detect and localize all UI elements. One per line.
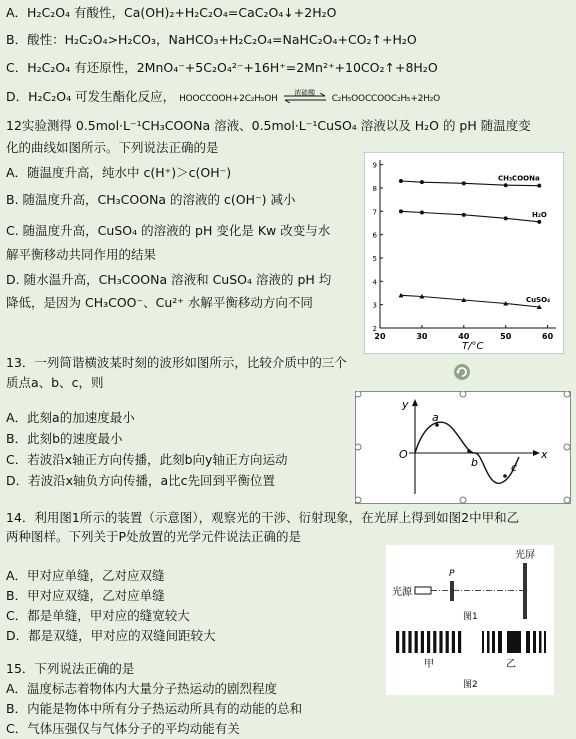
jia-fringe-10 bbox=[458, 631, 461, 653]
q12-option-d-line2: 降低，是因为 CH₃COO⁻、Cu²⁺ 水解平衡移动方向不同 bbox=[6, 295, 313, 310]
wave-y-label: y bbox=[402, 398, 409, 411]
series-0-point-1 bbox=[420, 180, 424, 184]
q11-option-c: C．H₂C₂O₄ 有还原性，2MnO₄⁻+5C₂O₄²⁻+16H⁺=2Mn²⁺+10CO₂↑+8H₂O bbox=[6, 60, 438, 75]
x-tick-label-3: 50 bbox=[500, 332, 512, 341]
series-0-point-3 bbox=[504, 183, 508, 187]
light-screen bbox=[523, 563, 527, 619]
jia-fringe-6 bbox=[433, 631, 436, 653]
y-tick-label-0: 2 bbox=[372, 325, 377, 333]
q12-option-c-line2: 解平衡移动共同作用的结果 bbox=[6, 247, 157, 262]
screen-label: 光屏 bbox=[515, 550, 535, 561]
jia-fringe-8 bbox=[446, 631, 449, 653]
q12-option-d-line1: D. 随水温升高，CH₃COONa 溶液和 CuSO₄ 溶液的 pH 均 bbox=[6, 272, 332, 287]
yi-fringe-8 bbox=[544, 631, 546, 653]
figure-1-caption: 图1 bbox=[463, 612, 478, 622]
jia-fringe-1 bbox=[402, 631, 405, 653]
series-label-1: H₂O bbox=[532, 210, 547, 219]
jia-fringe-7 bbox=[439, 631, 442, 653]
q11-reversible-arrow bbox=[282, 88, 328, 103]
q14-stem-line1: 14．利用图1所示的装置（示意图），观察光的干涉、衍射现象，在光屏上得到如图2中甲和乙 bbox=[6, 510, 520, 525]
jia-fringe-9 bbox=[452, 631, 455, 653]
yi-fringe-4 bbox=[507, 631, 521, 653]
optics-figure bbox=[386, 545, 554, 695]
q12-option-b: B. 随温度升高，CH₃COONa 的溶液的 c(OH⁻) 减小 bbox=[6, 192, 296, 207]
q15-option-a: A．温度标志着物体内大量分子热运动的剧烈程度 bbox=[6, 681, 278, 696]
q13-option-c: C．若波沿x轴正方向传播，此刻b向y轴正方向运动 bbox=[6, 452, 288, 467]
x-tick-label-4: 60 bbox=[542, 332, 554, 341]
wave-label-c: c bbox=[511, 461, 518, 474]
q13-stem-line1: 13．一列简谐横波某时刻的波形如图所示，比较介质中的三个 bbox=[6, 355, 347, 370]
yi-fringe-2 bbox=[492, 631, 495, 653]
element-p-label: P bbox=[449, 569, 455, 579]
y-tick-label-7: 9 bbox=[372, 161, 377, 170]
series-1-point-0 bbox=[399, 209, 403, 213]
wave-label-a: a bbox=[432, 411, 439, 424]
q13-option-a: A．此刻a的加速度最小 bbox=[6, 410, 135, 425]
q11-option-d-prefix: D．H₂C₂O₄ 可发生酯化反应， bbox=[6, 89, 176, 104]
chart-x-label: T/°C bbox=[462, 341, 484, 352]
q11-option-a: A．H₂C₂O₄ 有酸性，Ca(OH)₂+H₂C₂O₄=CaC₂O₄↓+2H₂O bbox=[6, 5, 337, 20]
wave-x-label: x bbox=[541, 448, 548, 461]
point-c bbox=[503, 474, 507, 478]
wave-origin-label: O bbox=[399, 448, 408, 461]
q12-stem-line1: 12实验测得 0.5mol·L⁻¹CH₃COONa 溶液、0.5mol·L⁻¹CuSO₄ 溶液以及 H₂O 的 pH 随温度变 bbox=[6, 118, 531, 133]
y-tick-label-5: 7 bbox=[372, 208, 377, 217]
y-tick-label-6: 8 bbox=[372, 185, 377, 193]
x-tick-label-0: 20 bbox=[374, 332, 386, 341]
yi-fringe-6 bbox=[533, 631, 536, 653]
series-label-0: CH₃COONa bbox=[498, 174, 540, 183]
pattern-jia-label: 甲 bbox=[424, 659, 434, 670]
jia-fringe-2 bbox=[408, 631, 411, 653]
wave-label-b: b bbox=[471, 456, 478, 469]
series-1-point-1 bbox=[420, 211, 424, 215]
q14-stem-line2: 两种图样。下列关于P处放置的光学元件说法正确的是 bbox=[6, 529, 302, 544]
q11-option-d-left: HOOCCOOH+2C₂H₅OH bbox=[179, 94, 278, 104]
light-source-box bbox=[415, 587, 431, 594]
series-1-point-2 bbox=[462, 213, 466, 217]
q15-stem: 15．下列说法正确的是 bbox=[6, 661, 135, 676]
series-0-point-4 bbox=[537, 184, 541, 188]
q14-option-d: D．都是双缝，甲对应的双缝间距较大 bbox=[6, 628, 216, 643]
y-tick-label-4: 6 bbox=[372, 231, 377, 240]
y-tick-label-2: 4 bbox=[372, 278, 377, 287]
series-1-point-3 bbox=[504, 216, 508, 220]
q14-option-b: B．甲对应双缝，乙对应单缝 bbox=[6, 588, 165, 603]
wave-figure-frame bbox=[356, 392, 571, 504]
x-tick-label-1: 30 bbox=[416, 332, 428, 341]
q13-option-d: D．若波沿x轴负方向传播，a比c先回到平衡位置 bbox=[6, 473, 276, 488]
q12-stem-line2: 化的曲线如图所示。下列说法正确的是 bbox=[6, 140, 219, 155]
q12-option-c-line1: C. 随温度升高，CuSO₄ 的溶液的 pH 变化是 Kw 改变与水 bbox=[6, 223, 331, 238]
ph-temperature-chart bbox=[364, 152, 564, 354]
q11-option-d bbox=[6, 88, 440, 108]
q15-option-c: C．气体压强仅与气体分子的平均动能有关 bbox=[6, 721, 240, 736]
optical-element-p bbox=[450, 581, 454, 601]
jia-fringe-3 bbox=[415, 631, 418, 653]
jia-fringe-0 bbox=[396, 631, 399, 653]
x-tick-label-2: 40 bbox=[458, 332, 470, 341]
jia-fringe-4 bbox=[421, 631, 424, 653]
y-tick-label-1: 3 bbox=[372, 301, 377, 310]
q11-arrow-condition: 浓硫酸 bbox=[294, 88, 316, 97]
figure-2-caption: 图2 bbox=[463, 680, 478, 690]
q14-option-a: A．甲对应单缝，乙对应双缝 bbox=[6, 568, 165, 583]
yi-fringe-1 bbox=[487, 631, 490, 653]
jia-fringe-5 bbox=[427, 631, 430, 653]
q11-option-d-right: C₂H₅OOCCOOC₂H₅+2H₂O bbox=[331, 94, 441, 104]
series-0-point-2 bbox=[462, 181, 466, 185]
y-tick-label-3: 5 bbox=[372, 255, 377, 263]
series-0-point-0 bbox=[399, 179, 403, 183]
q12-option-a: A．随温度升高，纯水中 c(H⁺)＞c(OH⁻) bbox=[6, 165, 232, 180]
point-b bbox=[467, 449, 471, 453]
light-source-label: 光源 bbox=[392, 587, 412, 598]
wave-figure bbox=[355, 391, 571, 504]
q13-option-b: B．此刻b的速度最小 bbox=[6, 431, 123, 446]
yi-fringe-5 bbox=[526, 631, 530, 653]
q15-option-b: B．内能是物体中所有分子热运动所具有的动能的总和 bbox=[6, 701, 303, 716]
yi-fringe-3 bbox=[498, 631, 502, 653]
yi-fringe-7 bbox=[539, 631, 542, 653]
q14-option-c: C．都是单缝，甲对应的缝宽较大 bbox=[6, 608, 190, 623]
yi-fringe-0 bbox=[482, 631, 484, 653]
series-label-2: CuSO₄ bbox=[526, 296, 551, 304]
q13-stem-line2: 质点a、b、c，则 bbox=[6, 375, 104, 390]
series-1-point-4 bbox=[537, 220, 541, 224]
pattern-yi-label: 乙 bbox=[506, 659, 516, 670]
rotate-handle-icon[interactable] bbox=[452, 362, 472, 382]
q11-option-b: B．酸性：H₂C₂O₄>H₂CO₃，NaHCO₃+H₂C₂O₄=NaHC₂O₄+CO₂↑+H₂O bbox=[6, 32, 417, 47]
